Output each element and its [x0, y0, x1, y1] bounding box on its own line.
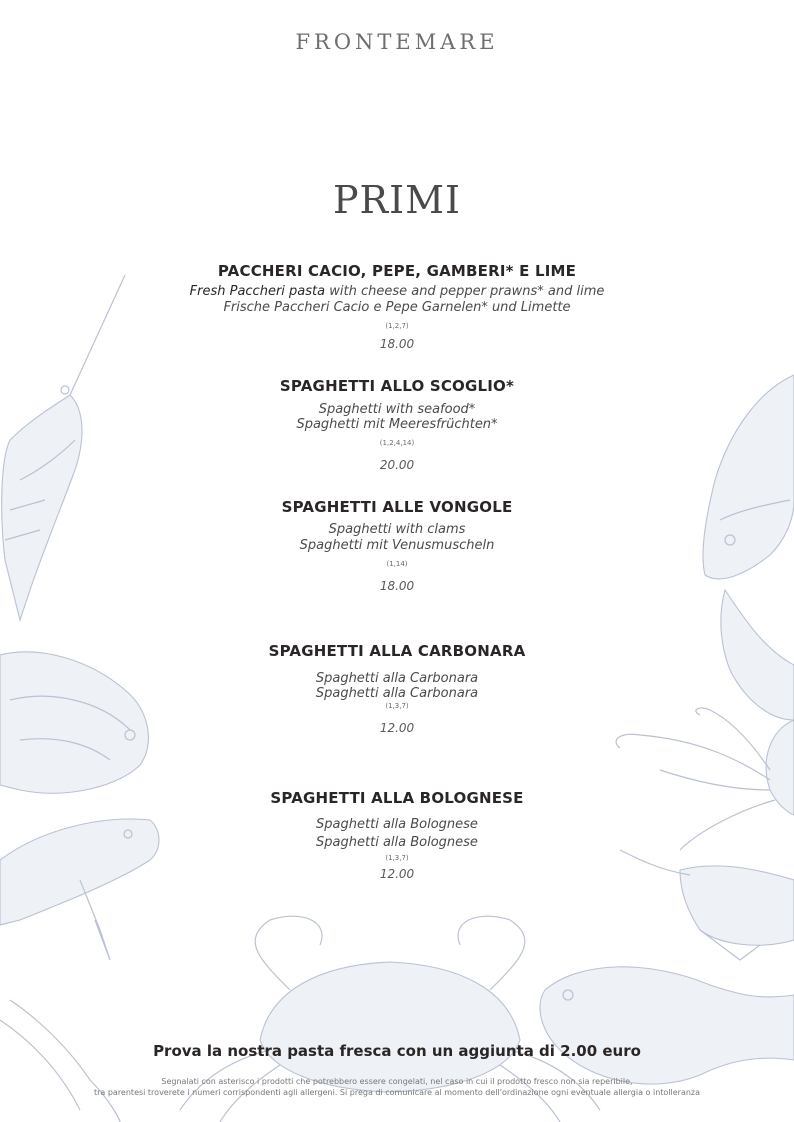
dish-description-de: Spaghetti mit Venusmuscheln — [299, 538, 495, 553]
dish-allergens: (1,2,7) — [385, 322, 409, 330]
dish-description-en-rest: with cheese and pepper prawns* and lime — [325, 284, 605, 299]
dish-allergens: (1,14) — [386, 560, 408, 568]
footnote-line-2: tra parentesi troverete i numeri corrispondenti agli allergeni. Si prega di comunicare al momento dell'ordinazione ogni eventuale allergia o intolleranza — [93, 1088, 701, 1097]
dish-description-en: Spaghetti with clams — [328, 522, 466, 537]
dish-description-en: Spaghetti alla Bolognese — [316, 817, 478, 832]
dish-name: SPAGHETTI ALLE VONGOLE — [281, 498, 513, 516]
dish-allergens: (1,2,4,14) — [379, 439, 415, 447]
dish-allergens: (1,3,7) — [385, 702, 409, 710]
dish-description-de: Frische Paccheri Cacio e Pepe Garnelen* und Limette — [223, 300, 571, 315]
dish-price: 18.00 — [379, 337, 415, 351]
dish-price: 20.00 — [379, 458, 415, 472]
fish-bottom-right-illustration — [540, 967, 794, 1084]
dish-price: 12.00 — [379, 867, 415, 881]
dish-price: 12.00 — [379, 721, 415, 735]
dish-price: 18.00 — [379, 579, 415, 593]
dish-name: SPAGHETTI ALLA BOLOGNESE — [270, 789, 524, 807]
dish-description-de: Spaghetti alla Bolognese — [316, 835, 478, 850]
section-title: PRIMI — [332, 178, 462, 222]
dish-description-de: Spaghetti mit Meeresfrüchten* — [296, 417, 498, 432]
dish-description-en: Spaghetti with seafood* — [318, 402, 476, 417]
dish-name: PACCHERI CACIO, PEPE, GAMBERI* E LIME — [217, 262, 577, 280]
dish-name: SPAGHETTI ALLA CARBONARA — [268, 642, 526, 660]
dish-description-en: Spaghetti alla Carbonara — [315, 671, 479, 686]
brand-logo: FRONTEMARE — [295, 30, 499, 54]
dish-description-de: Spaghetti alla Carbonara — [315, 686, 479, 701]
dish-description-en-lead: Fresh Paccheri pasta — [189, 284, 326, 299]
promo-text: Prova la nostra pasta fresca con un aggiunta di 2.00 euro — [153, 1042, 641, 1060]
dish-allergens: (1,3,7) — [385, 854, 409, 862]
dish-description-en — [0, 284, 794, 300]
footnote-line-1: Segnalati con asterisco i prodotti che potrebbero essere congelati, nel caso in cui il prodotto fresco non sia reperibile, — [161, 1077, 633, 1086]
dish-name: SPAGHETTI ALLO SCOGLIO* — [279, 377, 515, 395]
